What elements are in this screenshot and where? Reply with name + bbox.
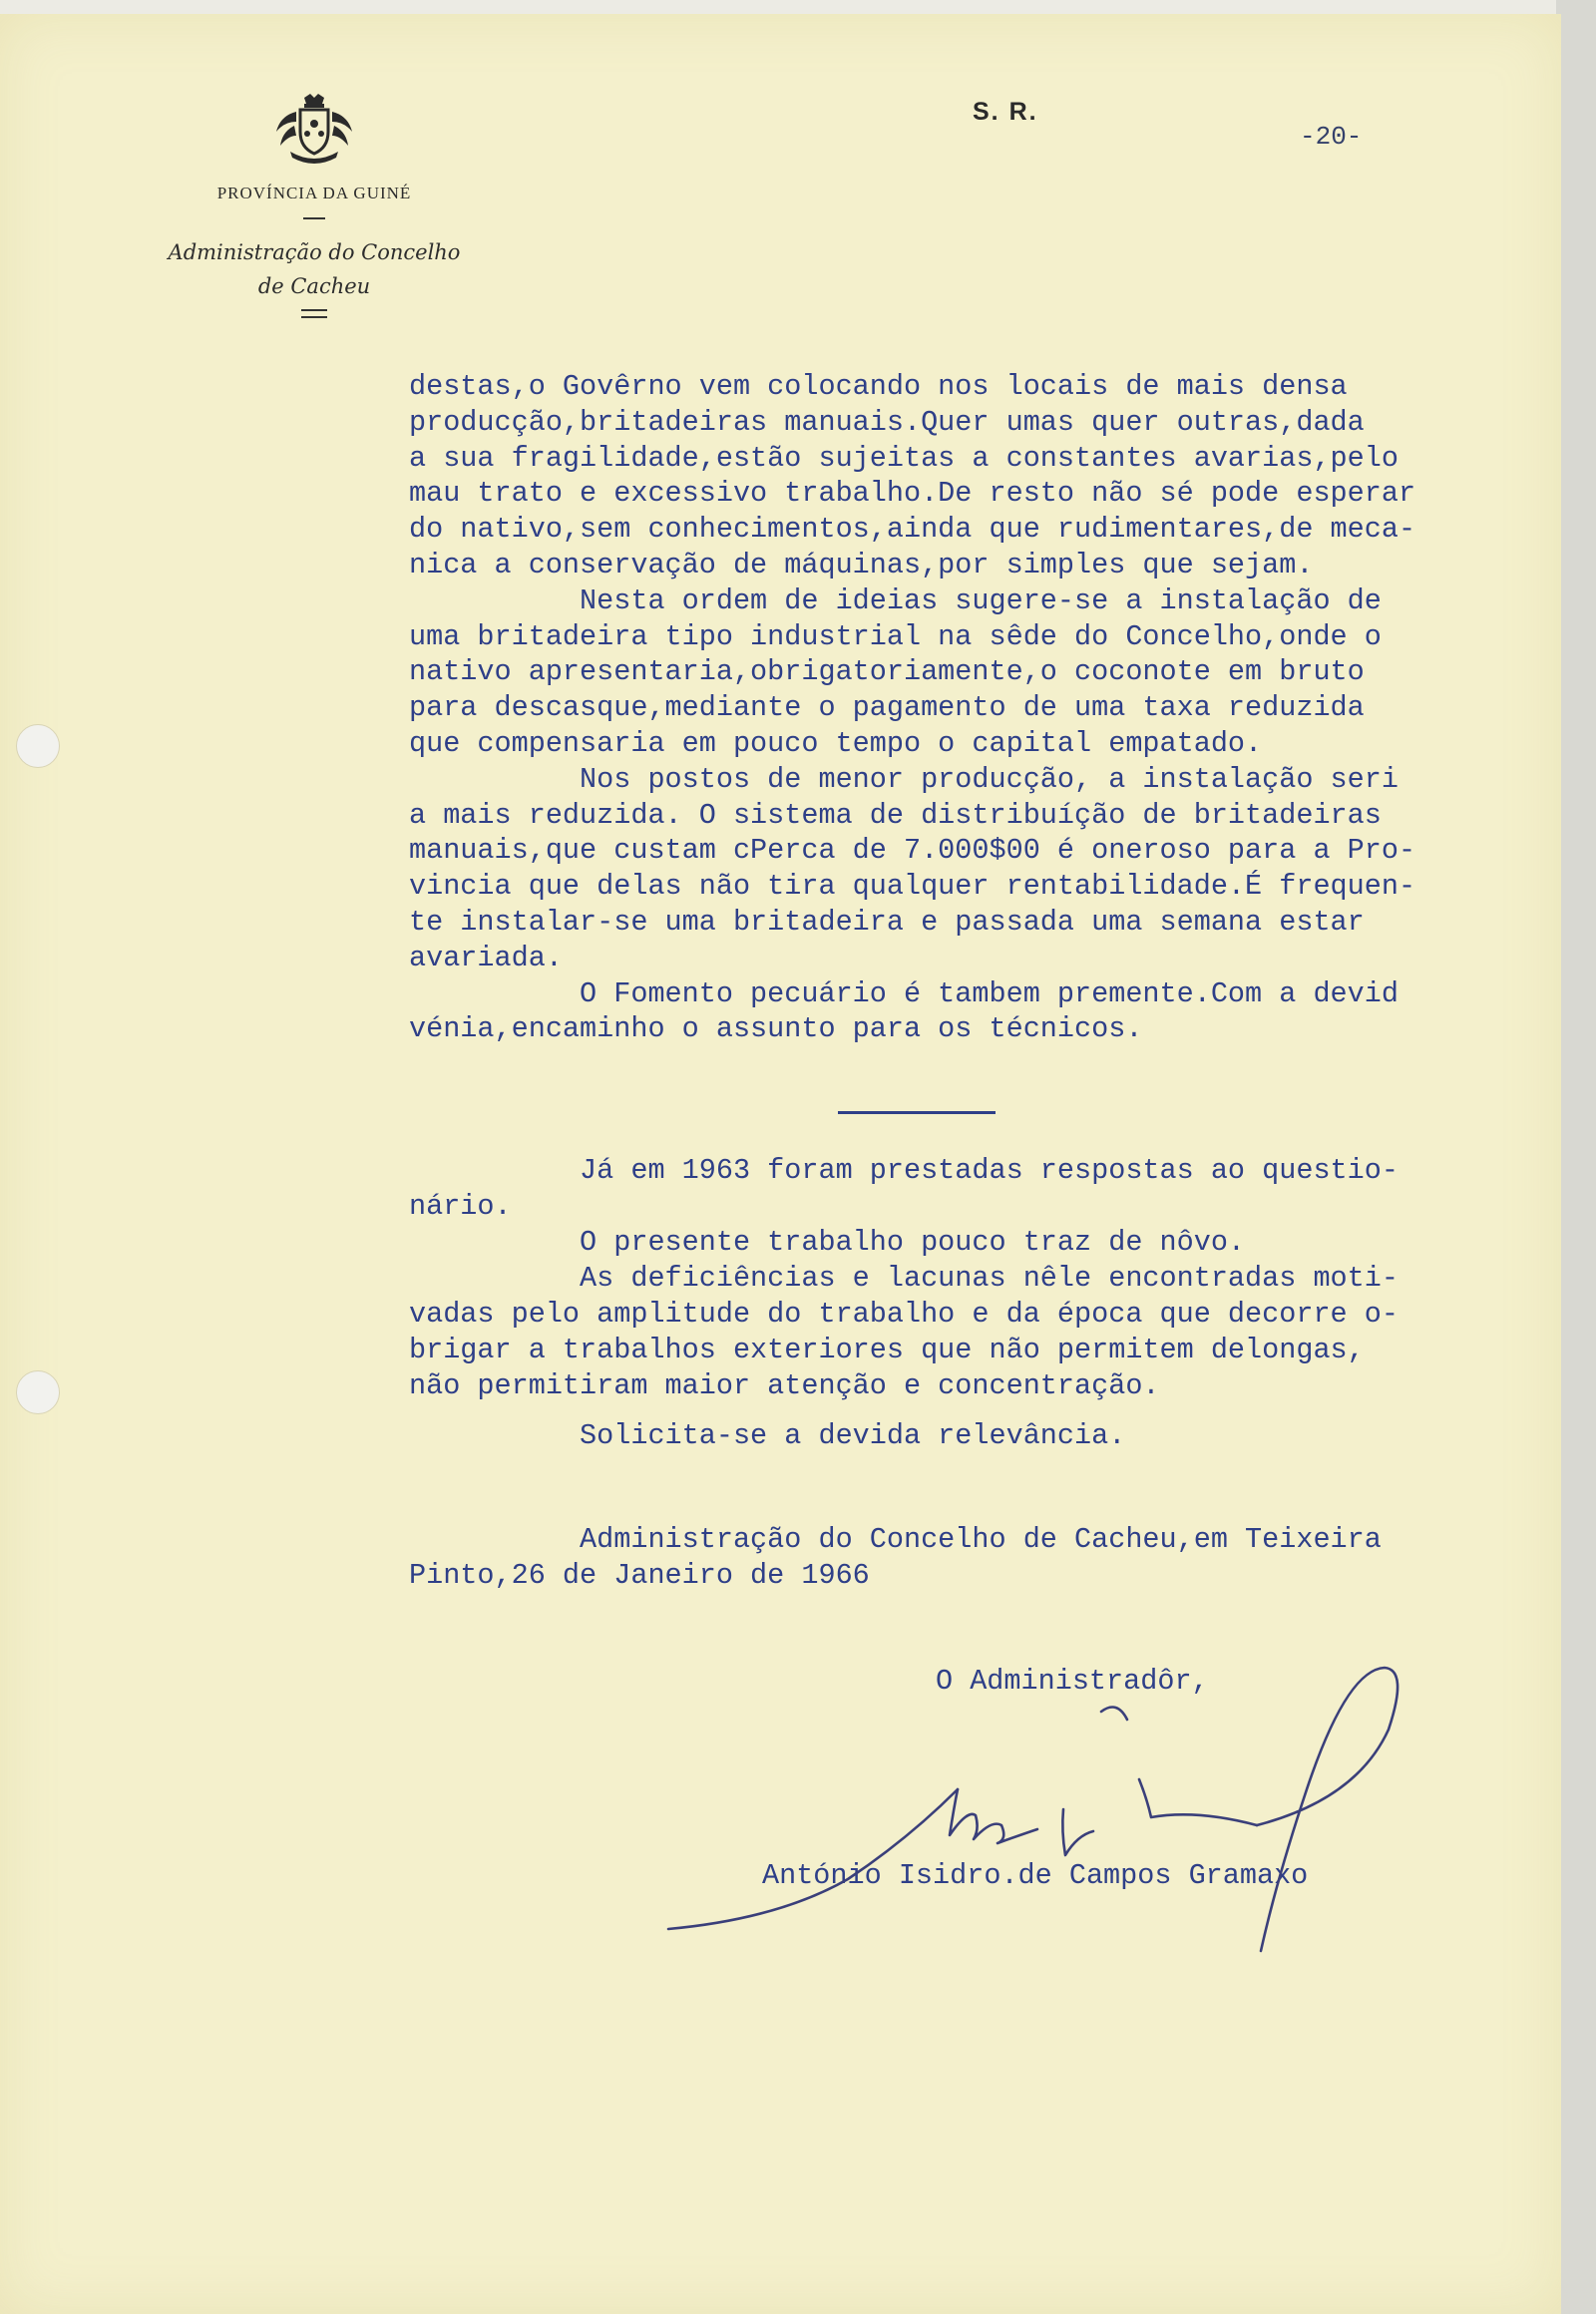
divider bbox=[303, 217, 325, 219]
administration-line-2: de Cacheu bbox=[257, 274, 371, 298]
letterhead bbox=[150, 92, 479, 318]
province-name: PROVÍNCIA DA GUINÉ bbox=[216, 184, 412, 202]
punch-hole-bottom bbox=[16, 1370, 60, 1414]
signatory-name: António Isidro.de Campos Gramaxo bbox=[762, 1859, 1309, 1892]
coat-of-arms-icon bbox=[266, 92, 362, 170]
body-paragraph-1: destas,o Govêrno vem colocando nos locais de mais densa producção,britadeiras manuais.Quer umas quer outras,dada a sua fragilidade,estão sujeitas a constantes avarias,pelo mau trato e excessivo trabalho.De resto não sé pode esperar do nativo,sem conhecimentos,ainda que rudimentares,de meca- nica a conservação de máquinas,por simples que sejam. Nesta ordem de ideias sugere-se a instalação de uma britadeira tipo industrial na sêde do Concelho,onde o nativo apresentaria,obrigatoriamente,o coconote em bruto para descasque,mediante o pagamento de uma taxa reduzida que compensaria em pouco tempo o capital empatado. Nos postos de menor producção, a instalação seri a mais reduzida. O sistema de distribuíção de britadeiras manuais,que custam cPerca de 7.000$00 é oneroso para a Pro- vincia que delas não tira qualquer rentabilidade.É frequen- te instalar-se uma britadeira e passada uma semana estar avariada. O Fomento pecuário é tambem premente.Com a devid vénia,encaminho o assunto para os técnicos. bbox=[409, 370, 1416, 1046]
administration-line-1: Administração do Concelho bbox=[168, 240, 461, 264]
stamp-sr: S. R. bbox=[973, 98, 1038, 126]
closing-request: Solicita-se a devida relevância. bbox=[409, 1419, 1126, 1452]
handwritten-signature bbox=[658, 1660, 1436, 1959]
body-paragraph-2: Já em 1963 foram prestadas respostas ao questio- nário. O presente trabalho pouco traz de nôvo. As deficiências e lacunas nêle encontradas moti- vadas pelo amplitude do trabalho e da época que decorre o- brigar a trabalhos exteriores que não permitem delongas, não permitiram maior atenção e concentração. bbox=[409, 1154, 1398, 1402]
section-separator bbox=[838, 1111, 996, 1114]
divider-double bbox=[301, 309, 327, 318]
document-sheet bbox=[0, 14, 1561, 2314]
signatory-role: O Administradôr, bbox=[936, 1665, 1209, 1698]
place-and-date: Administração do Concelho de Cacheu,em Teixeira Pinto,26 de Janeiro de 1966 bbox=[409, 1523, 1382, 1592]
punch-hole-top bbox=[16, 724, 60, 768]
page-number: -20- bbox=[1300, 122, 1363, 152]
